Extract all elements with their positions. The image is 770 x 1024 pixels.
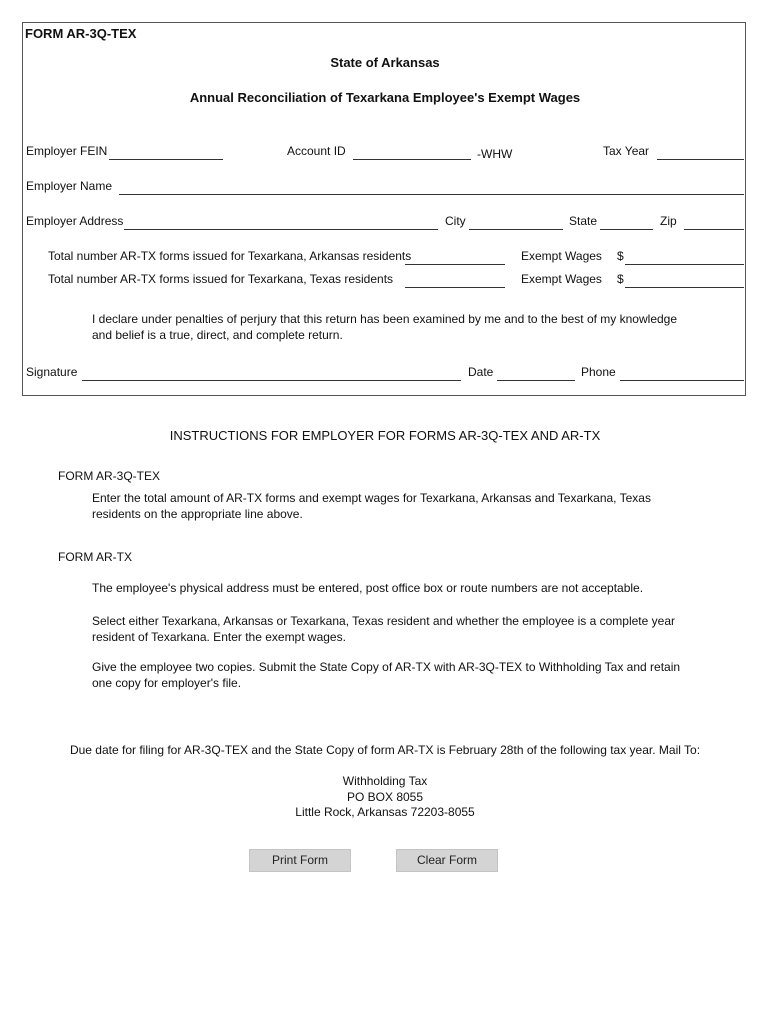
tx-exempt-wages-input[interactable] [625, 273, 744, 288]
ar-residents-count-input[interactable] [405, 250, 505, 265]
city-input[interactable] [469, 215, 563, 230]
tx-exempt-wages-label: Exempt Wages [521, 272, 602, 286]
instructions-title: INSTRUCTIONS FOR EMPLOYER FOR FORMS AR-3Q-TEX AND AR-TX [169, 428, 601, 443]
tax-year-input[interactable] [657, 145, 744, 160]
tx-residents-label: Total number AR-TX forms issued for Texarkana, Texas residents [48, 272, 394, 286]
date-label: Date [468, 365, 494, 379]
declaration-text: I declare under penalties of perjury that this return has been examined by me and to the best of my knowledge and belief is a true, direct, and complete return. [92, 312, 678, 342]
section-ar3qtex-title: FORM AR-3Q-TEX [58, 469, 161, 483]
form-title: Annual Reconciliation of Texarkana Employee's Exempt Wages [189, 90, 581, 105]
city-label: City [445, 214, 466, 228]
form-id: FORM AR-3Q-TEX [25, 26, 137, 41]
state-label: State [569, 214, 598, 228]
zip-input[interactable] [684, 215, 744, 230]
ar-exempt-wages-input[interactable] [625, 250, 744, 265]
employer-fein-label: Employer FEIN [26, 144, 108, 158]
due-date-text: Due date for filing for AR-3Q-TEX and the State Copy of form AR-TX is February 28th of the following tax year. Mail To: [69, 743, 701, 757]
section-artx-title: FORM AR-TX [58, 550, 132, 564]
state-input[interactable] [600, 215, 653, 230]
ar-residents-label: Total number AR-TX forms issued for Texarkana, Arkansas residents [48, 249, 412, 263]
tx-dollar-sign: $ [617, 272, 624, 286]
account-id-input[interactable] [353, 145, 471, 160]
account-id-label: Account ID [287, 144, 346, 158]
clear-form-button[interactable]: Clear Form [396, 849, 498, 872]
section-artx-para1: The employee's physical address must be entered, post office box or route numbers are not acceptable. [92, 581, 644, 595]
phone-input[interactable] [620, 366, 744, 381]
section-artx-para2: Select either Texarkana, Arkansas or Texarkana, Texas resident and whether the employee is a complete year resident of Texarkana. Enter the exempt wages. [92, 614, 675, 644]
signature-label: Signature [26, 365, 78, 379]
section-artx-para3: Give the employee two copies. Submit the State Copy of AR-TX with AR-3Q-TEX to Withholding Tax and retain one copy for employer's file. [92, 660, 681, 690]
tax-year-label: Tax Year [603, 144, 650, 158]
mail-address-line3: Little Rock, Arkansas 72203-8055 [295, 805, 475, 819]
signature-input[interactable] [82, 366, 461, 381]
mail-address-line1: Withholding Tax [342, 774, 428, 788]
account-id-suffix: -WHW [477, 147, 513, 161]
zip-label: Zip [660, 214, 677, 228]
print-form-button[interactable]: Print Form [249, 849, 351, 872]
employer-name-input[interactable] [119, 180, 744, 195]
employer-fein-input[interactable] [109, 145, 223, 160]
ar-exempt-wages-label: Exempt Wages [521, 249, 602, 263]
section-ar3qtex-text: Enter the total amount of AR-TX forms and exempt wages for Texarkana, Arkansas and Texarkana, Texas residents on the appropriate line above. [92, 491, 651, 521]
employer-address-input[interactable] [124, 215, 438, 230]
employer-name-label: Employer Name [26, 179, 113, 193]
employer-address-label: Employer Address [26, 214, 124, 228]
date-input[interactable] [497, 366, 575, 381]
tx-residents-count-input[interactable] [405, 273, 505, 288]
phone-label: Phone [581, 365, 616, 379]
state-heading: State of Arkansas [330, 55, 440, 70]
mail-address-line2: PO BOX 8055 [346, 790, 424, 804]
ar-dollar-sign: $ [617, 249, 624, 263]
